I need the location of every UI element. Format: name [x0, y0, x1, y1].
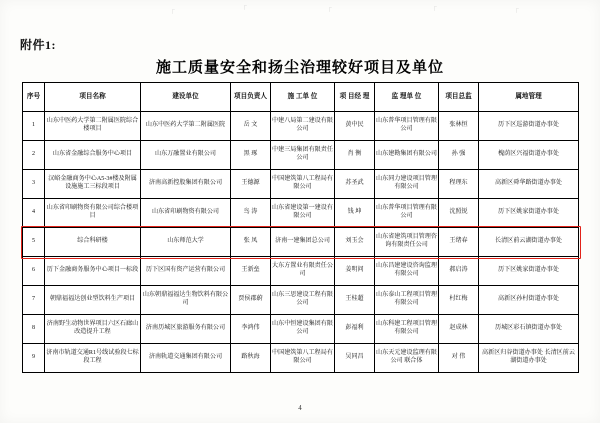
cell-index: 1 [23, 112, 45, 141]
cell-chief: 对 伟 [439, 344, 479, 373]
cell-owner-rep: 李鸿伟 [231, 315, 271, 344]
cell-supervisor: 山东普华项目管理有限公司 [375, 199, 439, 228]
cell-chief: 王绪春 [439, 228, 479, 257]
column-header-district: 属地管理 [479, 83, 579, 112]
cell-supervisor: 山东科建工程项目管理有限公司 [375, 315, 439, 344]
cell-district: 长清区前云湖街道办事处 [479, 228, 579, 257]
attachment-label: 附件1: [20, 38, 56, 52]
cell-project: 山东中医药大学第二附属医院综合楼项目 [45, 112, 141, 141]
projects-table [22, 82, 579, 373]
cell-district: 高新区舜华路街道办事处 [479, 170, 579, 199]
cell-district: 历下区姚家街道办事处 [479, 257, 579, 286]
cell-project: 朝鼎福福达创业型饮料生产项目 [45, 286, 141, 315]
cell-contractor: 济南一建集团总公司 [271, 228, 335, 257]
cell-owner: 山东朝鼎福福达生物饮料有限公司 [141, 286, 231, 315]
cell-index: 7 [23, 286, 45, 315]
cell-index: 9 [23, 344, 45, 373]
cell-index: 4 [23, 199, 45, 228]
table-row [23, 199, 579, 228]
cell-owner: 山东中医药大学第二附属医院 [141, 112, 231, 141]
cell-chief: 程理东 [439, 170, 479, 199]
cell-contractor: 中建三局集团有限责任公司 [271, 141, 335, 170]
cell-project: 山东省金融综合服务中心项目 [45, 141, 141, 170]
cell-project: 山东省印刷物资有限公司综合楼项目 [45, 199, 141, 228]
column-header-project: 项目名称 [45, 83, 141, 112]
cell-manager: 姜明问 [335, 257, 375, 286]
cell-owner: 山东省印刷物资有限公司 [141, 199, 231, 228]
scan-mark: 「 [512, 8, 519, 16]
cell-owner: 历下区国有资产运营有限公司 [141, 257, 231, 286]
table-row [23, 141, 579, 170]
cell-district: 高新区孙村街道办事处 [479, 286, 579, 315]
column-header-supervisor: 监 理单 位 [375, 83, 439, 112]
cell-supervisor: 山东泰山工程项目管理有限公司 [375, 286, 439, 315]
cell-project: 济南野生动物世界项目六区石廊山改造提升工程 [45, 315, 141, 344]
cell-district: 历下区姚家街道办事处 [479, 199, 579, 228]
projects-table-wrapper [22, 82, 578, 373]
cell-manager: 王桂超 [335, 286, 375, 315]
cell-owner: 山东师范大学 [141, 228, 231, 257]
table-row-highlighted [23, 228, 579, 257]
scanner-artifacts [0, 0, 600, 24]
column-header-chief: 项目总监 [439, 83, 479, 112]
cell-project: 济南市轨道交通R1号线试验段七标段工程 [45, 344, 141, 373]
cell-project: 历下金融商务服务中心项目一标段 [45, 257, 141, 286]
table-row [23, 344, 579, 373]
cell-district: 历城区彩石镇街道办事处 [479, 315, 579, 344]
table-row [23, 112, 579, 141]
cell-contractor: 中国建筑第八工程局有限公司 [271, 170, 335, 199]
cell-owner: 济南轨道交通集团有限公司 [141, 344, 231, 373]
cell-project: 汉峪金融商务中心A5-3#楼及附属设施施工三标段项目 [45, 170, 141, 199]
cell-manager: 肖 衡 [335, 141, 375, 170]
cell-contractor: 中建八局第二建设有限公司 [271, 112, 335, 141]
cell-owner-rep: 路秋海 [231, 344, 271, 373]
table-header-row [23, 83, 579, 112]
scan-mark: 「 [240, 5, 247, 13]
cell-index: 6 [23, 257, 45, 286]
column-header-contractor: 施 工单 位 [271, 83, 335, 112]
cell-owner-rep: 张 凤 [231, 228, 271, 257]
cell-supervisor: 山东昌建建设咨询监理有限公司 [375, 257, 439, 286]
column-header-owner-rep: 项目负责人 [231, 83, 271, 112]
cell-contractor: 山东省建设第一建设有限公司 [271, 199, 335, 228]
cell-district: 高新区归谷街道办事处 长清区前云湖街道办事处 [479, 344, 579, 373]
table-row [23, 315, 579, 344]
column-header-owner: 建设单位 [141, 83, 231, 112]
cell-owner: 山东万融置业有限公司 [141, 141, 231, 170]
table-row [23, 257, 579, 286]
cell-contractor: 中国建筑第八工程局有限公司 [271, 344, 335, 373]
scan-mark: 「 [325, 7, 332, 15]
table-body [23, 112, 579, 373]
cell-chief: 赵成林 [439, 315, 479, 344]
table-header [23, 83, 579, 112]
cell-index: 2 [23, 141, 45, 170]
cell-supervisor: 山东建勘集团有限公司 [375, 141, 439, 170]
table-row [23, 286, 579, 315]
cell-chief: 孙 强 [439, 141, 479, 170]
cell-district: 槐荫区兴福街道办事处 [479, 141, 579, 170]
table-row [23, 170, 579, 199]
cell-chief: 村红梅 [439, 286, 479, 315]
cell-owner: 济南高新控股集团有限公司 [141, 170, 231, 199]
cell-index: 5 [23, 228, 45, 257]
cell-chief: 张林恒 [439, 112, 479, 141]
page-title: 施工质量安全和扬尘治理较好项目及单位 [155, 60, 444, 76]
cell-chief: 郝启涛 [439, 257, 479, 286]
cell-manager: 黄中民 [335, 112, 375, 141]
cell-index: 3 [23, 170, 45, 199]
cell-project: 综合科研楼 [45, 228, 141, 257]
column-header-manager: 项 目经 理 [335, 83, 375, 112]
cell-district: 历下区巡游街道办事处 [479, 112, 579, 141]
cell-manager: 吴同昌 [335, 344, 375, 373]
cell-owner: 济南历城区旅游服务有限公司 [141, 315, 231, 344]
cell-owner-rep: 岳 文 [231, 112, 271, 141]
scan-mark: 「 [430, 6, 437, 14]
cell-manager: 苏圣武 [335, 170, 375, 199]
scan-mark: 「 [168, 9, 175, 17]
cell-manager: 彭福利 [335, 315, 375, 344]
cell-owner-rep: 贾侯郡蔚 [231, 286, 271, 315]
cell-chief: 沈照锐 [439, 199, 479, 228]
cell-contractor: 大东方置业有限责任公司 [271, 257, 335, 286]
cell-supervisor: 山东省建筑项目管理咨询有限责任公司 [375, 228, 439, 257]
cell-contractor: 山东三思建设工程有限公司 [271, 286, 335, 315]
cell-contractor: 山东中恒建设集团有限公司 [271, 315, 335, 344]
cell-index: 8 [23, 315, 45, 344]
cell-owner-rep: 黑 琢 [231, 141, 271, 170]
cell-supervisor: 山东同力建设项目管理有限公司 [375, 170, 439, 199]
column-header-index: 序号 [23, 83, 45, 112]
cell-manager: 刘玉会 [335, 228, 375, 257]
cell-owner-rep: 鸟 涛 [231, 199, 271, 228]
cell-supervisor: 山东普华项目管理有限公司 [375, 112, 439, 141]
cell-owner-rep: 王新垒 [231, 257, 271, 286]
cell-owner-rep: 王德源 [231, 170, 271, 199]
page-number: 4 [298, 404, 302, 412]
cell-manager: 钱 坤 [335, 199, 375, 228]
cell-supervisor: 山东天元建设监理有限公司 联合体 [375, 344, 439, 373]
